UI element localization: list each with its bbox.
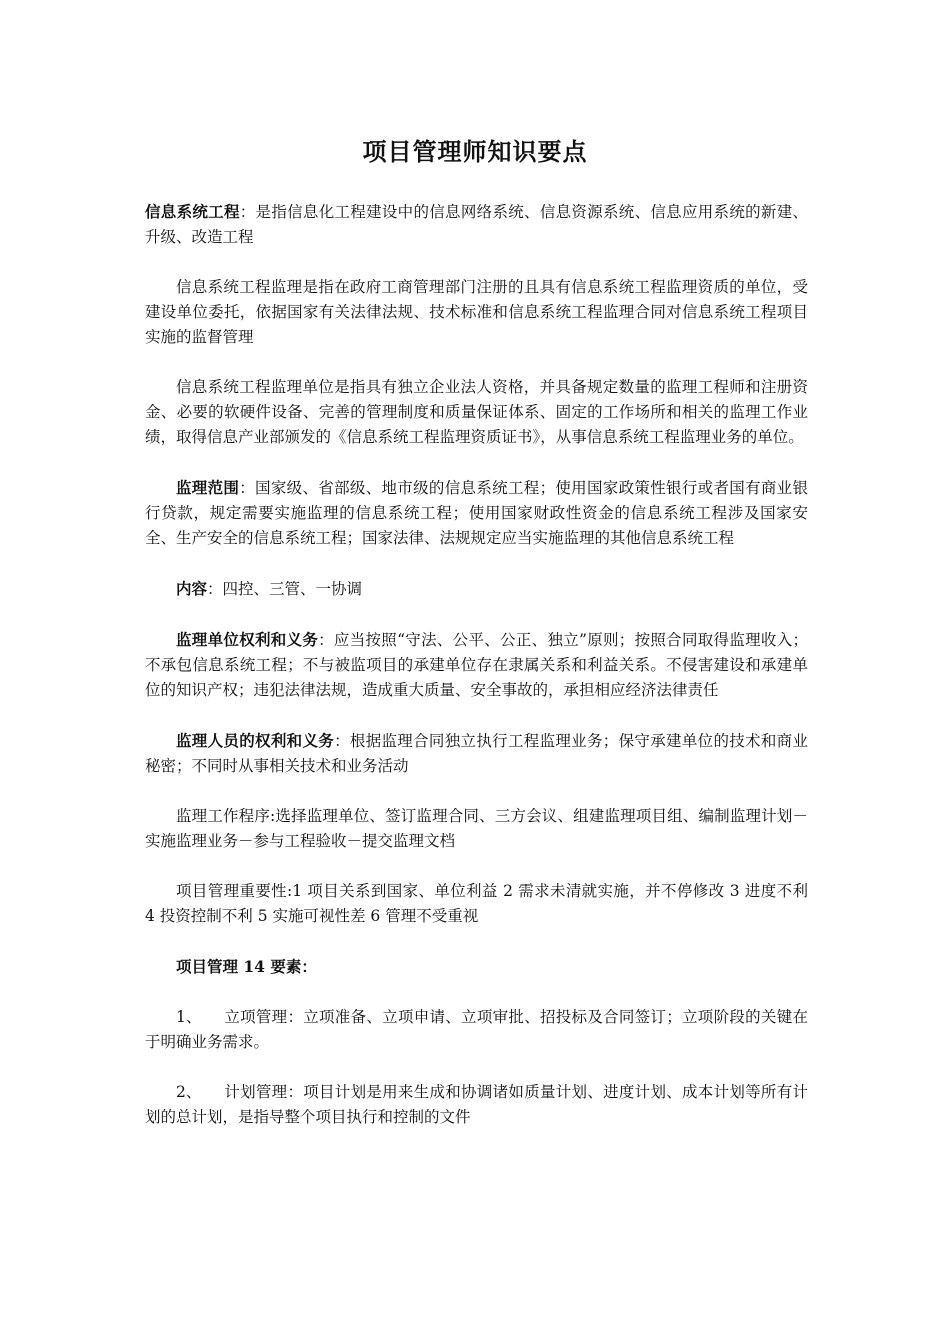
list-item-number: 1、 xyxy=(176,1008,202,1026)
paragraph-label: 监理范围 xyxy=(176,478,240,497)
list-item-number: 2、 xyxy=(176,1083,202,1101)
paragraph-label: 信息系统工程 xyxy=(145,202,240,221)
paragraph-label: 监理单位权利和义务 xyxy=(176,630,319,649)
paragraph-definition-info-system-engineering xyxy=(145,199,808,250)
paragraph-text: ：四控、三管、一协调 xyxy=(207,580,363,598)
paragraph-label: 内容 xyxy=(176,579,208,598)
paragraph-staff-rights-duties xyxy=(145,728,808,779)
paragraph-pm-14-elements-heading xyxy=(145,954,808,980)
paragraph-content xyxy=(145,576,808,602)
paragraph-text: ：应当按照“守法、公平、公正、独立”原则；按照合同取得监理收入；不承包信息系统工程；不与被监项目的承建单位存在隶属关系和利益关系。不侵害建设和承建单位的知识产权；违犯法律法规，造成重大质量、安全事故的，承担相应经济法律责任 xyxy=(145,631,808,699)
list-item-text: 计划管理：项目计划是用来生成和协调诸如质量计划、进度计划、成本计划等所有计划的总计划，是指导整个项目执行和控制的文件 xyxy=(145,1083,808,1126)
paragraph-supervision-scope xyxy=(145,475,808,551)
list-item xyxy=(145,1080,808,1130)
paragraph-text: 信息系统工程监理单位是指具有独立企业法人资格，并具备规定数量的监理工程师和注册资金、必要的软硬件设备、完善的管理制度和质量保证体系、固定的工作场所和相关的监理工作业绩，取得信息产业部颁发的《信息系统工程监理资质证书》，从事信息系统工程监理业务的单位。 xyxy=(145,378,808,446)
paragraph-text: ：根据监理合同独立执行工程监理业务；保守承建单位的技术和商业秘密；不同时从事相关技术和业务活动 xyxy=(145,732,808,775)
paragraph-pm-importance xyxy=(145,879,808,929)
paragraph-text: ：国家级、省部级、地市级的信息系统工程；使用国家政策性银行或者国有商业银行贷款，规定需要实施监理的信息系统工程；使用国家财政性资金的信息系统工程涉及国家安全、生产安全的信息系统工程；国家法律、法规规定应当实施监理的其他信息系统工程 xyxy=(145,479,808,547)
paragraph-text: 项目管理重要性:1 项目关系到国家、单位利益 2 需求未清就实施，并不停修改 3 进度不利 4 投资控制不利 5 实施可视性差 6 管理不受重视 xyxy=(145,882,808,925)
document-body xyxy=(145,199,808,1155)
paragraph-text: 信息系统工程监理是指在政府工商管理部门注册的且具有信息系统工程监理资质的单位，受建设单位委托，依据国家有关法律法规、技术标准和信息系统工程监理合同对信息系统工程项目实施的监督管理 xyxy=(145,278,808,346)
paragraph-text: 监理工作程序:选择监理单位、签订监理合同、三方会议、组建监理项目组、编制监理计划－实施监理业务－参与工程验收－提交监理文档 xyxy=(145,807,808,850)
paragraph-unit-rights-duties xyxy=(145,627,808,703)
paragraph-text: ：是指信息化工程建设中的信息网络系统、信息资源系统、信息应用系统的新建、升级、改造工程 xyxy=(145,203,808,246)
list-item xyxy=(145,1005,808,1055)
paragraph-label: 项目管理 14 要素： xyxy=(176,957,317,976)
paragraph-work-procedure xyxy=(145,804,808,854)
paragraph-label: 监理人员的权利和义务 xyxy=(176,731,335,750)
paragraph-definition-supervision-unit xyxy=(145,375,808,450)
document-title: 项目管理师知识要点 xyxy=(362,137,588,166)
paragraph-definition-supervision xyxy=(145,275,808,350)
list-item-text: 立项管理：立项准备、立项申请、立项审批、招投标及合同签订；立项阶段的关键在于明确业务需求。 xyxy=(145,1008,808,1051)
